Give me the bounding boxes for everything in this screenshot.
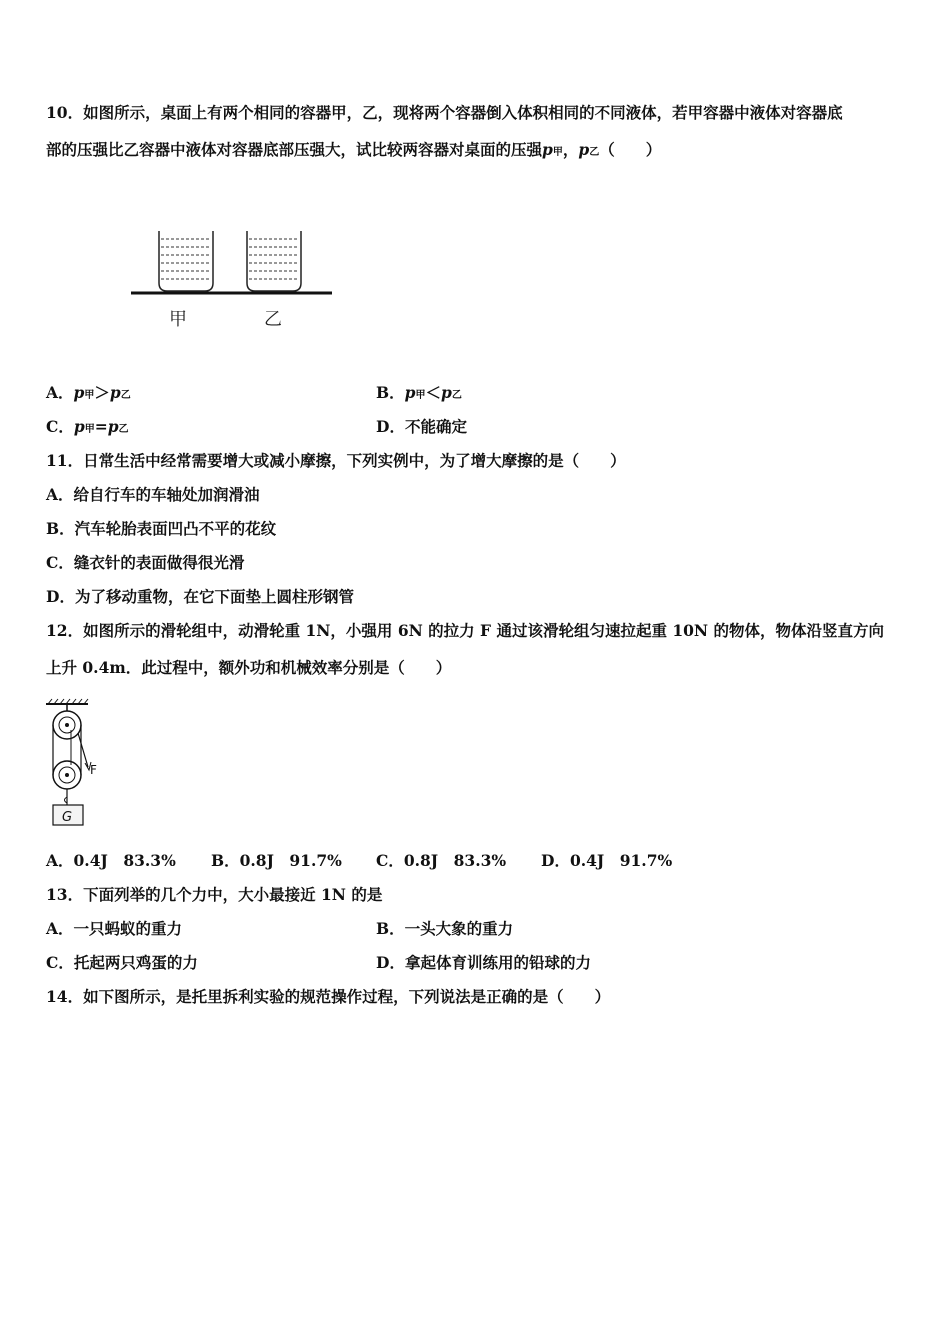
q12-option-a[interactable]: A．0.4J 83.3% xyxy=(46,851,176,870)
q10-option-b[interactable] xyxy=(376,383,462,406)
p-symbol: p xyxy=(542,140,553,159)
option-text: 不能确定 xyxy=(404,417,467,436)
q14-stem: 14．如下图所示，是托里拆利实验的规范操作过程，下列说法是正确的是（ ） xyxy=(46,987,611,1006)
q11-option-d[interactable]: D．为了移动重物，在它下面垫上圆柱形钢管 xyxy=(46,587,354,606)
p-symbol: p xyxy=(440,383,452,402)
p-symbol: p xyxy=(73,383,85,402)
label-yi: 乙 xyxy=(264,309,282,330)
answer-paren: （ ） xyxy=(599,140,662,159)
two-containers-figure xyxy=(125,225,340,335)
q12-option-c[interactable]: C．0.8J 83.3% xyxy=(376,851,507,870)
q12-option-d[interactable]: D．0.4J 91.7% xyxy=(541,851,673,870)
relation-symbol: ＞ xyxy=(94,383,110,402)
option-letter: C． xyxy=(46,417,74,436)
relation-symbol: ＜ xyxy=(425,383,441,402)
q12-stem-line1: 12．如图所示的滑轮组中，动滑轮重 1N，小强用 6N 的拉力 F 通过该滑轮组匀速拉起重 10N 的物体，物体沿竖直方向 xyxy=(46,621,884,640)
option-letter: B． xyxy=(376,383,405,402)
relation-symbol: = xyxy=(94,417,108,436)
pulley-system-figure xyxy=(40,697,110,832)
sub-yi: 乙 xyxy=(120,390,131,401)
sub-yi: 乙 xyxy=(589,147,600,158)
sub-yi: 乙 xyxy=(118,424,129,435)
q13-stem: 13．下面列举的几个力中，大小最接近 1N 的是 xyxy=(46,885,383,904)
q10-stem-text: 部的压强比乙容器中液体对容器底部压强大，试比较两容器对桌面的压强 xyxy=(46,140,543,159)
p-symbol: p xyxy=(109,383,121,402)
q12-stem-line2: 上升 0.4m．此过程中，额外功和机械效率分别是（ ） xyxy=(46,658,452,677)
q13-option-d[interactable]: D．拿起体育训练用的铅球的力 xyxy=(376,953,591,972)
sub-jia: 甲 xyxy=(84,390,95,401)
q10-option-c[interactable] xyxy=(46,417,129,440)
sub-yi: 乙 xyxy=(451,390,462,401)
weight-label: G xyxy=(62,810,73,825)
q11-option-a[interactable]: A．给自行车的车轴处加润滑油 xyxy=(46,485,260,504)
q11-option-c[interactable]: C．缝衣针的表面做得很光滑 xyxy=(46,553,245,572)
sub-jia: 甲 xyxy=(84,424,95,435)
q12-option-b[interactable]: B．0.8J 91.7% xyxy=(211,851,342,870)
q10-stem-line2 xyxy=(46,140,661,163)
option-letter: D． xyxy=(376,417,405,436)
q13-option-c[interactable]: C．托起两只鸡蛋的力 xyxy=(46,953,198,972)
force-label: F xyxy=(90,763,97,777)
p-symbol: p xyxy=(578,140,590,159)
q11-stem: 11．日常生活中经常需要增大或减小摩擦，下列实例中，为了增大摩擦的是（ ） xyxy=(46,451,626,470)
q10-option-d[interactable] xyxy=(376,417,467,437)
q10-option-a[interactable] xyxy=(46,383,131,406)
q10-stem-line1: 10．如图所示，桌面上有两个相同的容器甲，乙，现将两个容器倒入体积相同的不同液体，若甲容器中液体对容器底 xyxy=(46,103,843,122)
q13-option-b[interactable]: B．一头大象的重力 xyxy=(376,919,514,938)
label-jia: 甲 xyxy=(169,309,187,330)
sub-jia: 甲 xyxy=(552,147,563,158)
q13-option-a[interactable]: A．一只蚂蚁的重力 xyxy=(46,919,183,938)
option-letter: A． xyxy=(46,383,74,402)
comma: ， xyxy=(562,140,579,159)
p-symbol: p xyxy=(73,417,85,436)
p-symbol: p xyxy=(404,383,416,402)
sub-jia: 甲 xyxy=(415,390,426,401)
p-symbol: p xyxy=(107,417,119,436)
q11-option-b[interactable]: B．汽车轮胎表面凹凸不平的花纹 xyxy=(46,519,277,538)
